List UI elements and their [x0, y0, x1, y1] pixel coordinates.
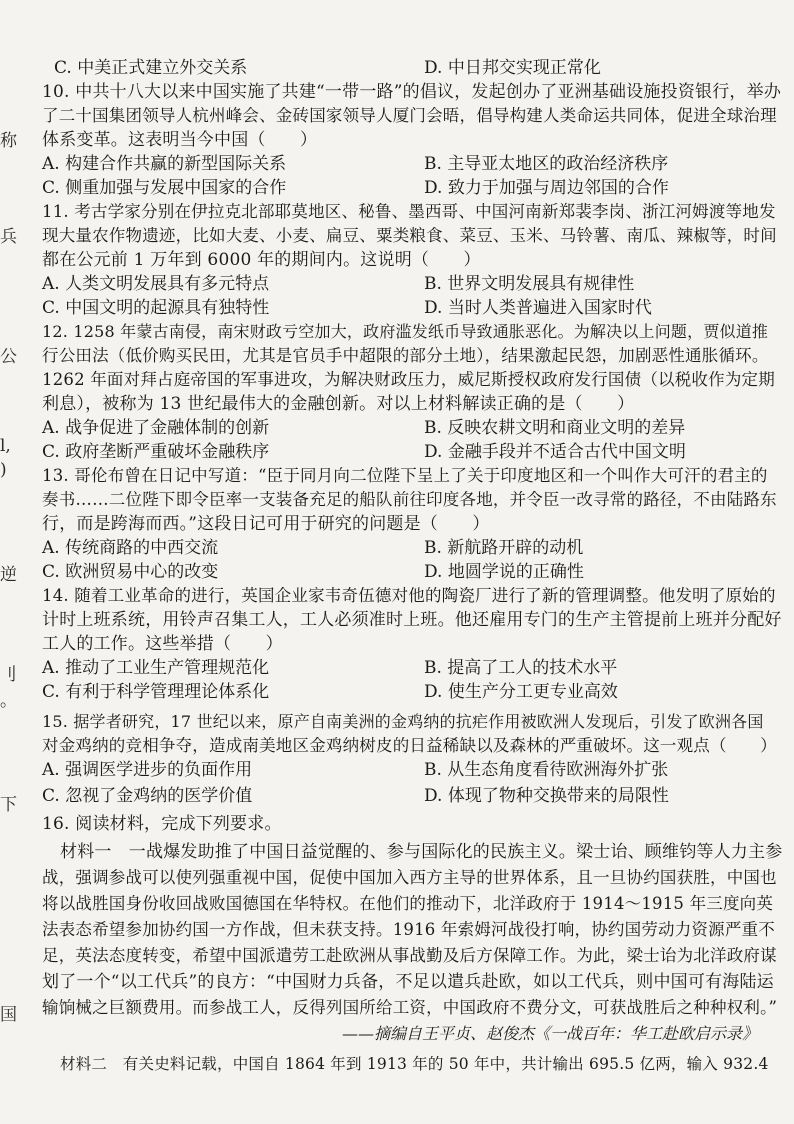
q14-option-c: C. 有利于科学管理理论体系化	[42, 682, 270, 702]
q14-option-d: D. 使生产分工更专业高效	[424, 682, 618, 702]
material-1-line: 划了一个“以工代兵”的良方：“中国财力兵备，不足以遣兵赴欧，如以工代兵，则中国可有海陆运	[42, 972, 774, 992]
q11-option-d: D. 当时人类普遍进入国家时代	[424, 298, 652, 318]
q12-option-b: B. 反映农耕文明和商业文明的差异	[424, 418, 686, 438]
margin-char: 国	[0, 1005, 17, 1025]
q12-stem-line: 12. 1258 年蒙古南侵，南宋财政亏空加大，政府滥发纸币导致通胀恶化。为解决以上问题，贾似道推	[42, 322, 769, 341]
q10-option-a: A. 构建合作共赢的新型国际关系	[42, 154, 287, 174]
q11-stem-line: 都在公元前 1 万年到 6000 年的期间内。这说明（ ）	[42, 250, 481, 270]
material-1-line: 输饷械之巨额费用。而参战工人，反得列国所给工资，中国政府不费分文，可获战胜后之种种权利。”	[42, 998, 778, 1017]
q11-option-a: A. 人类文明发展具有多元特点	[42, 274, 270, 294]
q12-option-a: A. 战争促进了金融体制的创新	[42, 418, 270, 438]
q14-stem-line: 14. 随着工业革命的进行，英国企业家韦奇伍德对他的陶瓷厂进行了新的管理调整。他发明了原始的	[42, 586, 776, 605]
q13-stem-line: 奏书……二位陛下即令臣率一支装备充足的船队前往印度各地，并令臣一改寻常的路径，不由陆路东	[42, 490, 777, 509]
margin-char: 逆	[0, 565, 17, 585]
material-1-line: 将以战胜国身份收回战败国德国在华特权。在他们的推动下，北洋政府于 1914～1915 年三度向英	[42, 894, 774, 913]
q15-option-b: B. 从生态角度看待欧洲海外扩张	[424, 760, 669, 780]
q12-option-c: C. 政府垄断严重破坏金融秩序	[42, 442, 270, 462]
margin-char: 兵	[0, 227, 17, 247]
material-1-source: ——摘编自王平贞、赵俊杰《一战百年：华工赴欧启示录》	[342, 1024, 759, 1043]
q9-option-c: C. 中美正式建立外交关系	[54, 58, 248, 78]
margin-char: 称	[0, 131, 17, 151]
q12-stem-line: 利息），被称为 13 世纪最伟大的金融创新。对以上材料解读正确的是（ ）	[42, 394, 635, 414]
q10-option-b: B. 主导亚太地区的政治经济秩序	[424, 154, 669, 174]
q12-option-d: D. 金融手段并不适合古代中国文明	[424, 442, 686, 462]
margin-char: 公	[0, 347, 17, 367]
q10-option-c: C. 侧重加强与发展中国家的合作	[42, 178, 287, 198]
q11-stem-line: 11. 考古学家分别在伊拉克北部耶莫地区、秘鲁、墨西哥、中国河南新郑裴李岗、浙江河姆渡等地发	[42, 202, 776, 221]
q13-option-d: D. 地圆学说的正确性	[424, 562, 584, 582]
margin-char: 。	[0, 691, 17, 711]
q11-stem-line: 现大量农作物遗迹，比如大麦、小麦、扁豆、粟类粮食、菜豆、玉米、马铃薯、南瓜、辣椒等，时间	[42, 226, 777, 245]
material-2: 材料二 有关史料记载，中国自 1864 年到 1913 年的 50 年中，共计输出 695.5 亿两，输入 932.4	[60, 1055, 769, 1073]
q15-stem-line: 15. 据学者研究，17 世纪以来，原产自南美洲的金鸡纳的抗疟作用被欧洲人发现后，引发了欧洲各国	[42, 712, 764, 731]
q15-stem-line: 对金鸡纳的竞相争夺，造成南美地区金鸡纳树皮的日益稀缺以及森林的严重破坏。这一观点（ ）	[42, 736, 777, 755]
margin-char: 下	[0, 795, 17, 815]
margin-char: )	[0, 460, 7, 480]
q10-stem-line: 体系变革。这表明当今中国（ ）	[42, 130, 318, 150]
margin-char: l,	[0, 436, 11, 456]
q11-option-c: C. 中国文明的起源具有独特性	[42, 298, 270, 318]
q9-option-d: D. 中日邦交实现正常化	[424, 58, 601, 78]
margin-char: 刂	[0, 665, 17, 685]
material-1-line: 足，英法态度转变，希望中国派遣劳工赴欧洲从事战勤及后方保障工作。为此，梁士诒为北洋政府谋	[42, 946, 777, 965]
q13-stem-line: 行，而是跨海而西。”这段日记可用于研究的问题是（ ）	[42, 514, 490, 534]
q13-option-b: B. 新航路开辟的动机	[424, 538, 584, 558]
q14-option-a: A. 推动了工业生产管理规范化	[42, 658, 270, 678]
material-1-line: 材料一 一战爆发助推了中国日益觉醒的、参与国际化的民族主义。梁士诒、顾维钧等人力主参	[60, 842, 783, 862]
q13-option-c: C. 欧洲贸易中心的改变	[42, 562, 219, 582]
q15-option-d: D. 体现了物种交换带来的局限性	[424, 786, 669, 806]
q14-stem-line: 计时上班系统，用铃声召集工人，工人必须准时上班。他还雇用专门的生产主管提前上班并分配好	[42, 610, 782, 630]
q13-option-a: A. 传统商路的中西交流	[42, 538, 219, 558]
q10-option-d: D. 致力于加强与周边邻国的合作	[424, 178, 669, 198]
q13-stem-line: 13. 哥伦布曾在日记中写道：“臣于同月向二位陛下呈上了关于印度地区和一个叫作大可汗的君主的	[42, 466, 768, 485]
q14-stem-line: 工人的工作。这些举措（ ）	[42, 634, 283, 654]
q12-stem-line: 1262 年面对拜占庭帝国的军事进攻，为解决财政压力，威尼斯授权政府发行国债（以税收作为定期	[42, 370, 775, 389]
q10-stem-line: 了二十国集团领导人杭州峰会、金砖国家领导人厦门会晤，倡导构建人类命运共同体，促进全球治理	[42, 106, 777, 125]
q10-stem-line: 10. 中共十八大以来中国实施了共建“一带一路”的倡议，发起创办了亚洲基础设施投资银行，举办	[42, 82, 782, 102]
q14-option-b: B. 提高了工人的技术水平	[424, 658, 618, 678]
q16-intro: 16. 阅读材料，完成下列要求。	[42, 814, 282, 834]
q12-stem-line: 行公田法（低价购买民田，尤其是官员手中超限的部分土地），结果激起民怨，加剧恶性通胀循环。	[42, 346, 769, 365]
left-margin-fragments	[0, 0, 26, 1124]
q15-option-c: C. 忽视了金鸡纳的医学价值	[42, 786, 253, 806]
q15-option-a: A. 强调医学进步的负面作用	[42, 760, 253, 780]
material-1-line: 法表态希望参加协约国一方作战，但未获支持。1916 年索姆河战役打响，协约国劳动力资源严重不	[42, 920, 775, 939]
q11-option-b: B. 世界文明发展具有规律性	[424, 274, 635, 294]
material-1-line: 战，强调参战可以使列强重视中国，促使中国加入西方主导的世界体系，且一旦协约国获胜，中国也	[42, 868, 777, 887]
